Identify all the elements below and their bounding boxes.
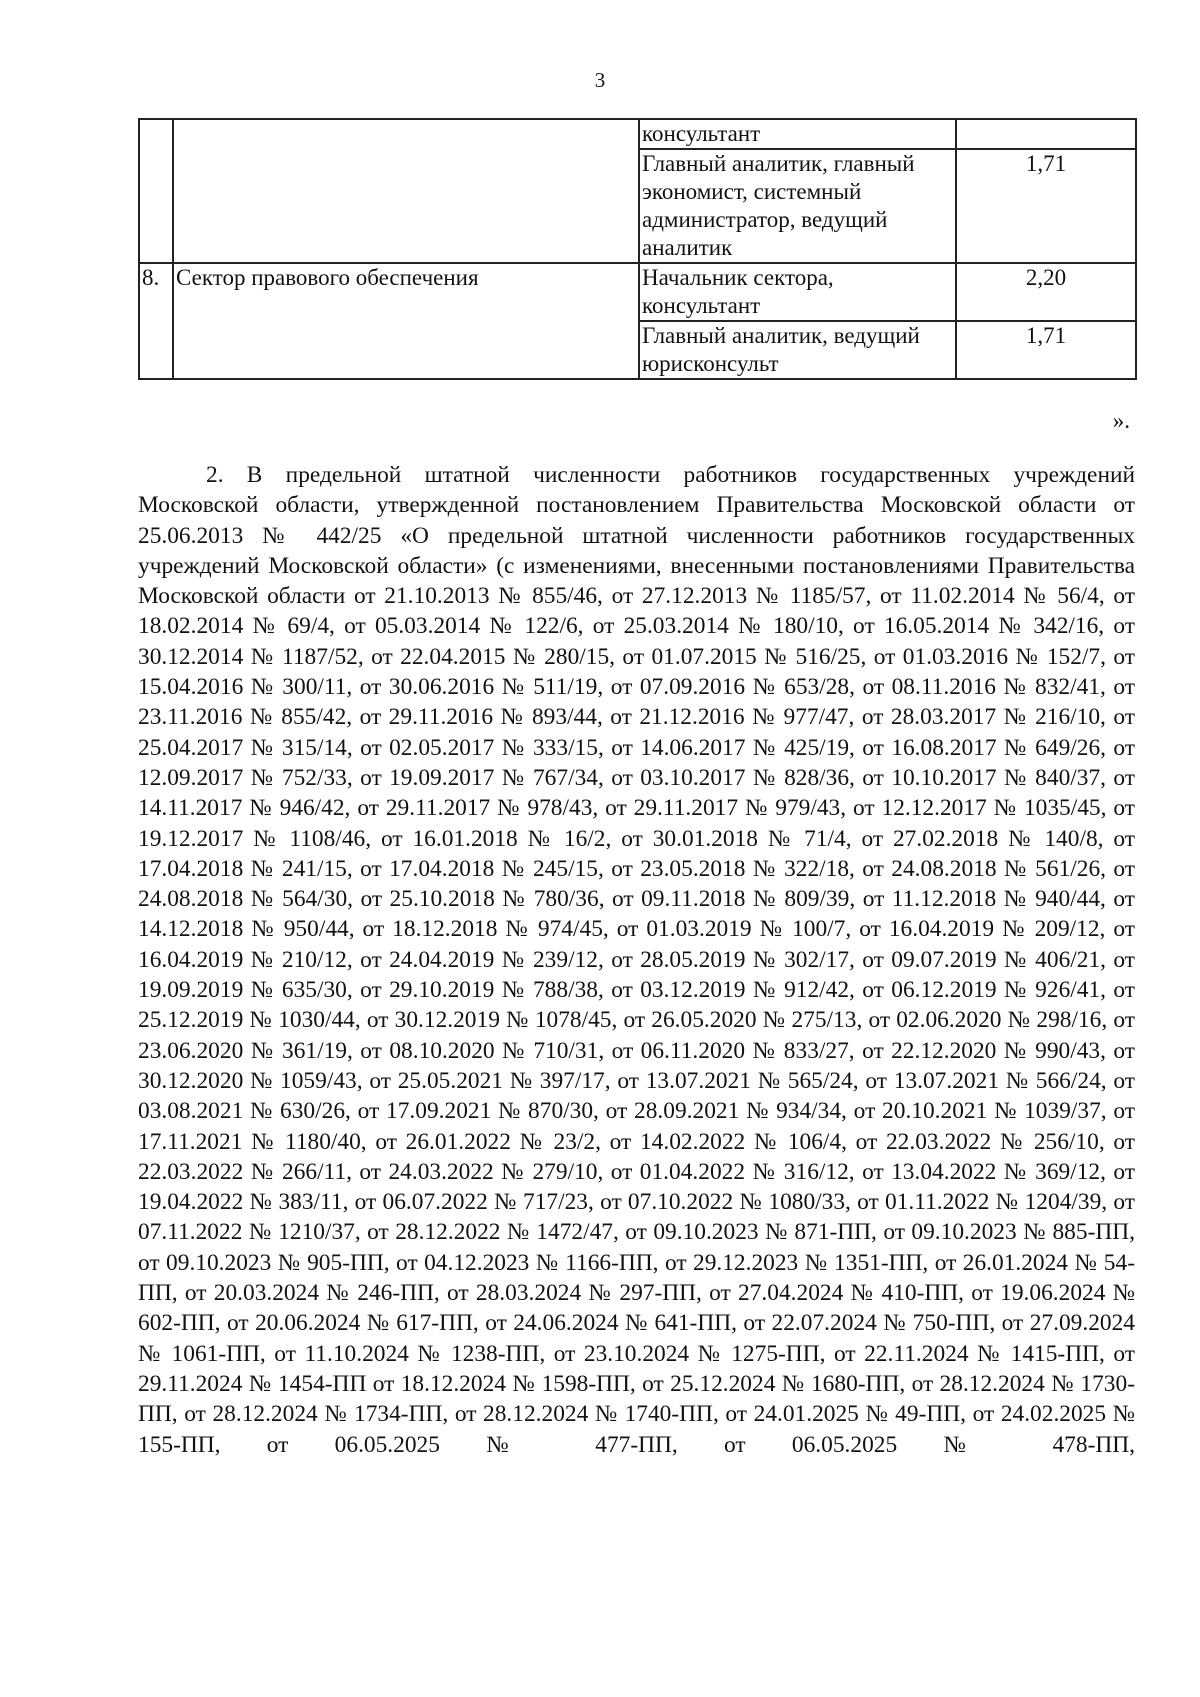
body-paragraph: [138, 460, 1135, 1460]
position-cell: Начальник сектора, консультант: [639, 263, 956, 321]
unit-name-cell: Сектор правового обеспечения: [173, 263, 639, 379]
table-row: [139, 263, 1136, 321]
unit-name-cell: [173, 119, 639, 263]
coefficient-cell: 2,20: [956, 263, 1136, 321]
position-cell: консультант: [639, 119, 956, 149]
closing-quote-mark: ».: [1112, 408, 1130, 433]
coefficient-cell: 1,71: [956, 321, 1136, 379]
position-cell: Главный аналитик, главный экономист, системный администратор, ведущий аналитик: [639, 149, 956, 263]
paragraph-text: 2. В предельной штатной численности работников государственных учреждений Московской области, утвержденной постановлением Правительства Московской области от 25.06.2013 № 442/25 «О предельной штатной численности работников государственных учреждений Московской области» (с изменениями, внесенными постановлениями Правительства Московской области от 21.10.2013 № 855/46, от 27.12.2013 № 1185/57, от 11.02.2014 № 56/4, от 18.02.2014 № 69/4, от 05.03.2014 № 122/6, от 25.03.2014 № 180/10, от 16.05.2014 № 342/16, от 30.12.2014 № 1187/52, от 22.04.2015 № 280/15, от 01.07.2015 № 516/25, от 01.03.2016 № 152/7, от 15.04.2016 № 300/11, от 30.06.2016 № 511/19, от 07.09.2016 № 653/28, от 08.11.2016 № 832/41, от 23.11.2016 № 855/42, от 29.11.2016 № 893/44, от 21.12.2016 № 977/47, от 28.03.2017 № 216/10, от 25.04.2017 № 315/14, от 02.05.2017 № 333/15, от 14.06.2017 № 425/19, от 16.08.2017 № 649/26, от 12.09.2017 № 752/33, от 19.09.2017 № 767/34, от 03.10.2017 № 828/36, от 10.10.2017 № 840/37, от 14.11.2017 № 946/42, от 29.11.2017 № 978/43, от 29.11.2017 № 979/43, от 12.12.2017 № 1035/45, от 19.12.2017 № 1108/46, от 16.01.2018 № 16/2, от 30.01.2018 № 71/4, от 27.02.2018 № 140/8, от 17.04.2018 № 241/15, от 17.04.2018 № 245/15, от 23.05.2018 № 322/18, от 24.08.2018 № 561/26, от 24.08.2018 № 564/30, от 25.10.2018 № 780/36, от 09.11.2018 № 809/39, от 11.12.2018 № 940/44, от 14.12.2018 № 950/44, от 18.12.2018 № 974/45, от 01.03.2019 № 100/7, от 16.04.2019 № 209/12, от 16.04.2019 № 210/12, от 24.04.2019 № 239/12, от 28.05.2019 № 302/17, от 09.07.2019 № 406/21, от 19.09.2019 № 635/30, от 29.10.2019 № 788/38, от 03.12.2019 № 912/42, от 06.12.2019 № 926/41, от 25.12.2019 № 1030/44, от 30.12.2019 № 1078/45, от 26.05.2020 № 275/13, от 02.06.2020 № 298/16, от 23.06.2020 № 361/19, от 08.10.2020 № 710/31, от 06.11.2020 № 833/27, от 22.12.2020 № 990/43, от 30.12.2020 № 1059/43, от 25.05.2021 № 397/17, от 13.07.2021 № 565/24, от 13.07.2021 № 566/24, от 03.08.2021 № 630/26, от 17.09.2021 № 870/30, от 28.09.2021 № 934/34, от 20.10.2021 № 1039/37, от 17.11.2021 № 1180/40, от 26.01.2022 № 23/2, от 14.02.2022 № 106/4, от 22.03.2022 № 256/10, от 22.03.2022 № 266/11, от 24.03.2022 № 279/10, от 01.04.2022 № 316/12, от 13.04.2022 № 369/12, от 19.04.2022 № 383/11, от 06.07.2022 № 717/23, от 07.10.2022 № 1080/33, от 01.11.2022 № 1204/39, от 07.11.2022 № 1210/37, от 28.12.2022 № 1472/47, от 09.10.2023 № 871-ПП, от 09.10.2023 № 885-ПП, от 09.10.2023 № 905-ПП, от 04.12.2023 № 1166-ПП, от 29.12.2023 № 1351-ПП, от 26.01.2024 № 54-ПП, от 20.03.2024 № 246-ПП, от 28.03.2024 № 297-ПП, от 27.04.2024 № 410-ПП, от 19.06.2024 № 602-ПП, от 20.06.2024 № 617-ПП, от 24.06.2024 № 641-ПП, от 22.07.2024 № 750-ПП, от 27.09.2024 № 1061-ПП, от 11.10.2024 № 1238-ПП, от 23.10.2024 № 1275-ПП, от 22.11.2024 № 1415-ПП, от 29.11.2024 № 1454-ПП от 18.12.2024 № 1598-ПП, от 25.12.2024 № 1680-ПП, от 28.12.2024 № 1730-ПП, от 28.12.2024 № 1734-ПП, от 28.12.2024 № 1740-ПП, от 24.01.2025 № 49-ПП, от 24.02.2025 № 155-ПП, от 06.05.2025 № 477-ПП, от 06.05.2025 № 478-ПП,: [138, 462, 1135, 1458]
table-row: [139, 119, 1136, 149]
position-cell: Главный аналитик, ведущий юрисконсульт: [639, 321, 956, 379]
coefficient-cell: 1,71: [956, 149, 1136, 263]
row-number-cell: 8.: [139, 263, 173, 379]
staff-table: [138, 118, 1137, 380]
coefficient-cell: [956, 119, 1136, 149]
row-number-cell: [139, 119, 173, 263]
page-number: 3: [594, 68, 606, 92]
